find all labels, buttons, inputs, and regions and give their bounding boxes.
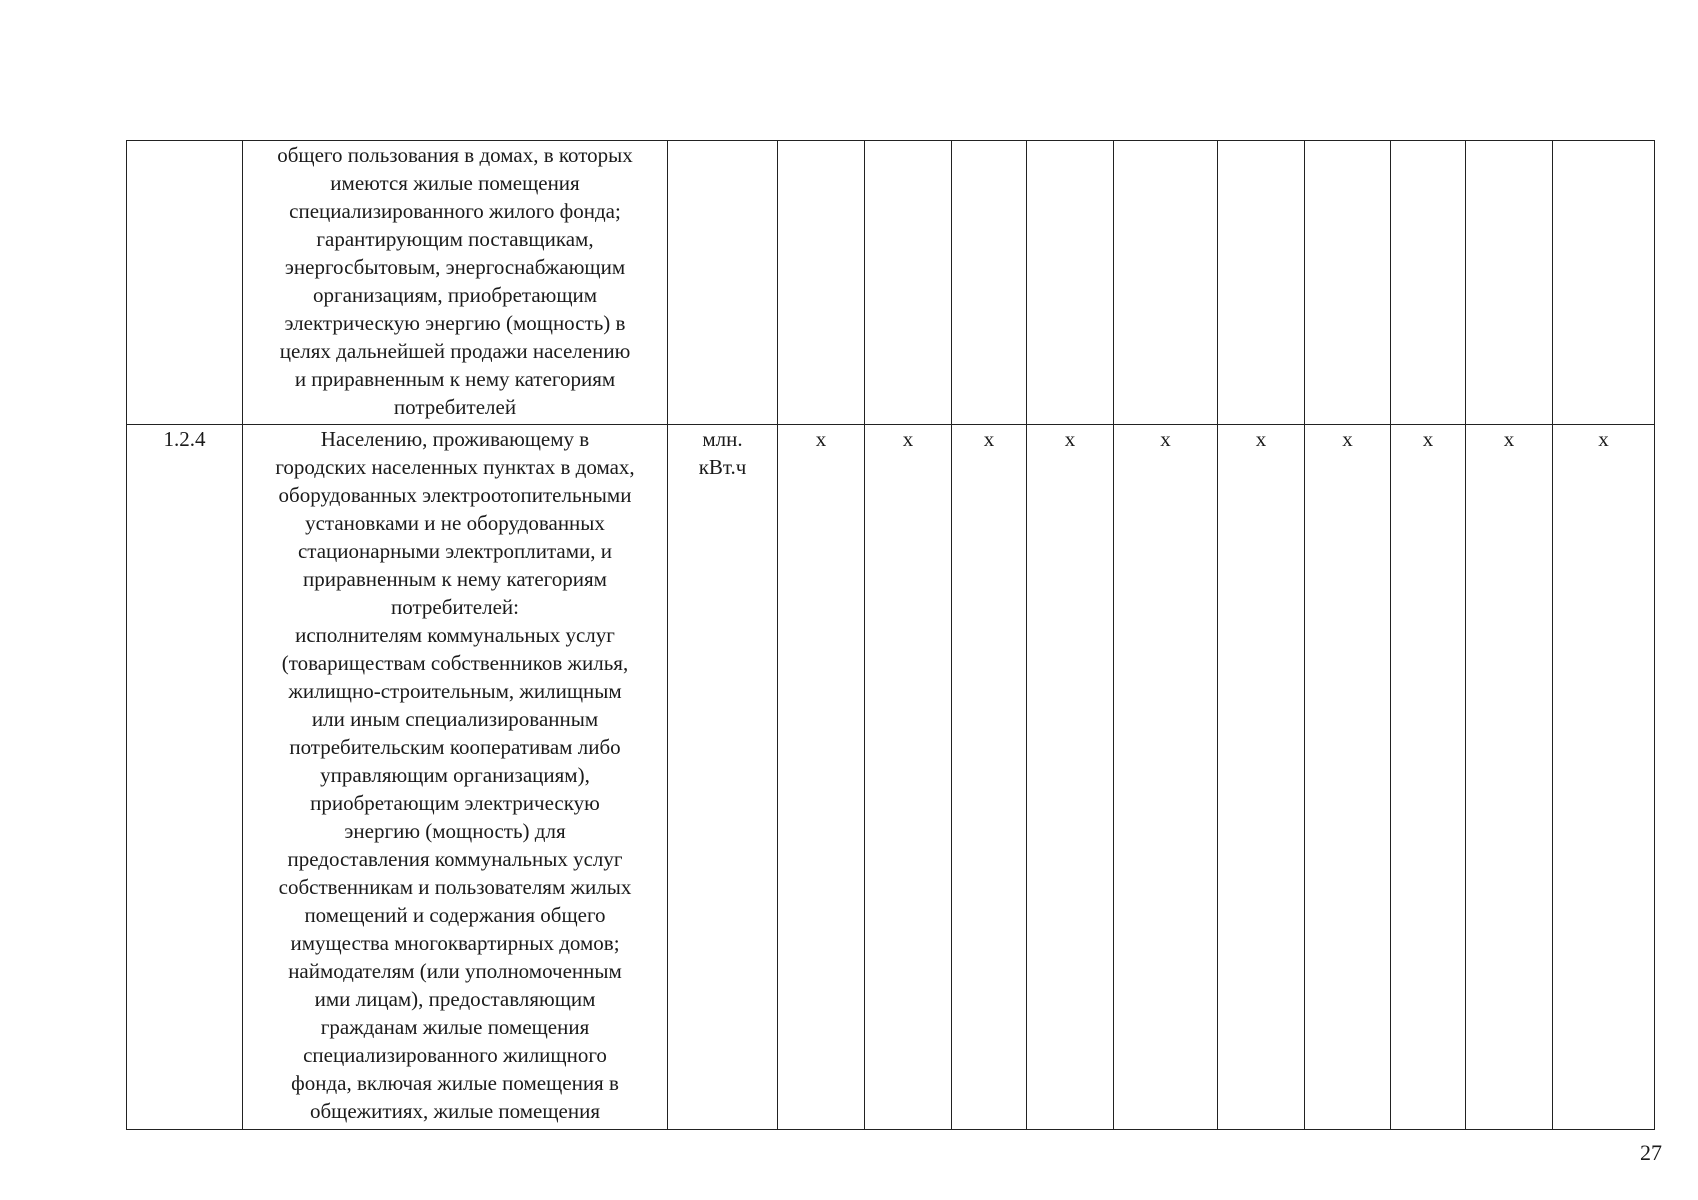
value-cell [1218,141,1305,425]
value-cell [952,141,1027,425]
description-line: наймодателям (или уполномоченным [288,959,622,983]
description-line: исполнителям коммунальных услуг [295,623,615,647]
description-line: помещений и содержания общего [304,903,606,927]
value-cell: x [1027,425,1114,1130]
description-line: городских населенных пунктах в домах, [275,455,635,479]
value-cell [1553,141,1655,425]
description-line: приобретающим электрическую [310,791,600,815]
value-cell: x [1218,425,1305,1130]
description-line: или иным специализированным [311,707,599,731]
value-cell [1391,141,1466,425]
value-cell: x [1114,425,1218,1130]
table-row [127,425,1655,1130]
description-line: управляющим организациям), [320,763,590,787]
value-cell: x [952,425,1027,1130]
description-line: специализированного жилищного [303,1043,607,1067]
value-cell: x [865,425,952,1130]
value-cell [1027,141,1114,425]
description-line: организациям, приобретающим [312,283,598,307]
description-line: потребительским кооперативам либо [289,735,621,759]
row-number-cell: 1.2.4 [127,425,243,1130]
description-line: целях дальнейшей продажи населению [279,339,631,363]
description-line: гражданам жилые помещения [320,1015,590,1039]
description-line: Населению, проживающему в [320,427,590,451]
description-line: имущества многоквартирных домов; [290,931,620,955]
value-cell [1305,141,1391,425]
row-number-cell [127,141,243,425]
tariff-table [126,140,1655,1130]
value-cell [778,141,865,425]
description-line: общежитиях, жилые помещения [310,1099,600,1123]
description-line: установками и не оборудованных [305,511,605,535]
description-line: ими лицам), предоставляющим [314,987,596,1011]
description-line: общего пользования в домах, в которых [277,143,633,167]
description-line: предоставления коммунальных услуг [287,847,623,871]
value-cell [865,141,952,425]
description-line: энергосбытовым, энергоснабжающим [284,255,626,279]
description-line: энергию (мощность) для [344,819,566,843]
description-line: приравненным к нему категориям [303,567,607,591]
description-line: гарантирующим поставщикам, [316,227,594,251]
description-line: (товариществам собственников жилья, [281,651,629,675]
description-line: стационарными электроплитами, и [297,539,612,563]
description-line: собственникам и пользователям жилых [278,875,632,899]
row-description-cell [243,141,668,425]
unit-line: млн. [702,427,743,451]
description-line: и приравненным к нему категориям [294,367,616,391]
table-row [127,141,1655,425]
row-description-cell [243,425,668,1130]
description-line: специализированного жилого фонда; [289,199,621,223]
value-cell [1466,141,1553,425]
value-cell [1114,141,1218,425]
description-line: электрическую энергию (мощность) в [284,311,626,335]
unit-line: кВт.ч [698,455,747,479]
value-cell: x [1391,425,1466,1130]
unit-cell [668,141,778,425]
description-line: фонда, включая жилые помещения в [291,1071,619,1095]
description-line: оборудованных электроотопительными [278,483,632,507]
description-line: потребителей: [390,595,519,619]
description-line: имеются жилые помещения [330,171,580,195]
page-number: 27 [1640,1140,1662,1165]
value-cell: x [1305,425,1391,1130]
value-cell: x [1553,425,1655,1130]
value-cell: x [778,425,865,1130]
value-cell: x [1466,425,1553,1130]
description-line: жилищно-строительным, жилищным [288,679,622,703]
description-line: потребителей [393,395,517,419]
unit-cell [668,425,778,1130]
